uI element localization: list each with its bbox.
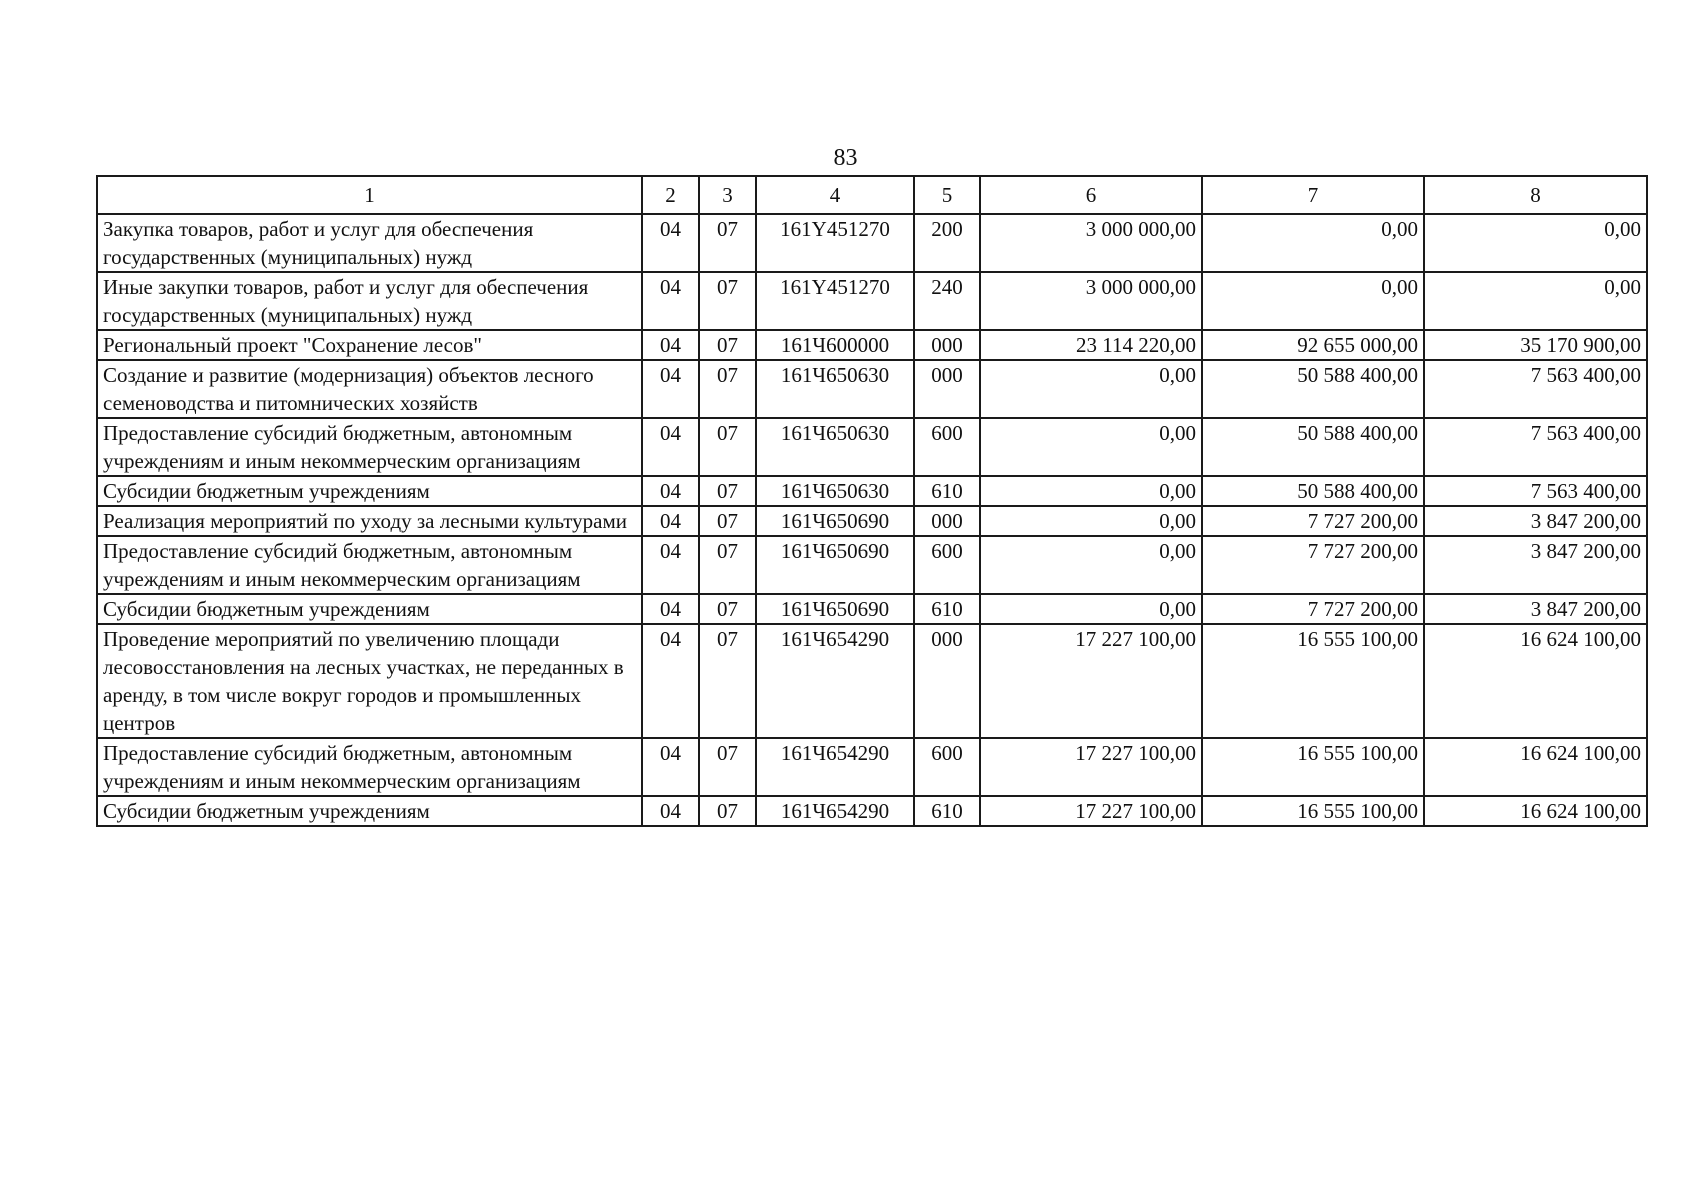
cell-section: 04 bbox=[642, 360, 699, 418]
cell-name: Предоставление субсидий бюджетным, автономным учреждениям и иным некоммерческим организациям bbox=[97, 536, 642, 594]
cell-amount-8: 16 624 100,00 bbox=[1424, 624, 1647, 738]
cell-name: Проведение мероприятий по увеличению площади лесовосстановления на лесных участках, не переданных в аренду, в том числе вокруг городов и промышленных центров bbox=[97, 624, 642, 738]
cell-subsection: 07 bbox=[699, 214, 756, 272]
cell-subsection: 07 bbox=[699, 796, 756, 826]
cell-expense-type: 600 bbox=[914, 738, 980, 796]
cell-target-article: 161Ч650630 bbox=[756, 476, 914, 506]
cell-subsection: 07 bbox=[699, 418, 756, 476]
cell-subsection: 07 bbox=[699, 594, 756, 624]
cell-expense-type: 600 bbox=[914, 418, 980, 476]
header-col-8: 8 bbox=[1424, 176, 1647, 214]
cell-amount-8: 16 624 100,00 bbox=[1424, 738, 1647, 796]
header-col-5: 5 bbox=[914, 176, 980, 214]
cell-amount-8: 35 170 900,00 bbox=[1424, 330, 1647, 360]
cell-amount-7: 16 555 100,00 bbox=[1202, 624, 1424, 738]
table-row bbox=[97, 418, 1647, 476]
cell-amount-7: 50 588 400,00 bbox=[1202, 476, 1424, 506]
table-row bbox=[97, 214, 1647, 272]
cell-amount-6: 23 114 220,00 bbox=[980, 330, 1202, 360]
cell-name: Создание и развитие (модернизация) объектов лесного семеноводства и питомнических хозяйств bbox=[97, 360, 642, 418]
cell-amount-6: 0,00 bbox=[980, 418, 1202, 476]
cell-amount-7: 7 727 200,00 bbox=[1202, 506, 1424, 536]
table-row bbox=[97, 330, 1647, 360]
table-row bbox=[97, 476, 1647, 506]
cell-amount-7: 92 655 000,00 bbox=[1202, 330, 1424, 360]
header-col-1: 1 bbox=[97, 176, 642, 214]
cell-target-article: 161Ч654290 bbox=[756, 738, 914, 796]
cell-section: 04 bbox=[642, 594, 699, 624]
cell-amount-6: 17 227 100,00 bbox=[980, 624, 1202, 738]
cell-name: Субсидии бюджетным учреждениям bbox=[97, 476, 642, 506]
header-col-6: 6 bbox=[980, 176, 1202, 214]
cell-amount-8: 0,00 bbox=[1424, 272, 1647, 330]
cell-subsection: 07 bbox=[699, 624, 756, 738]
table-row bbox=[97, 624, 1647, 738]
table-row bbox=[97, 536, 1647, 594]
cell-amount-6: 0,00 bbox=[980, 360, 1202, 418]
cell-amount-7: 7 727 200,00 bbox=[1202, 594, 1424, 624]
cell-expense-type: 200 bbox=[914, 214, 980, 272]
cell-name: Закупка товаров, работ и услуг для обеспечения государственных (муниципальных) нужд bbox=[97, 214, 642, 272]
cell-amount-6: 0,00 bbox=[980, 594, 1202, 624]
cell-name: Иные закупки товаров, работ и услуг для обеспечения государственных (муниципальных) нужд bbox=[97, 272, 642, 330]
cell-subsection: 07 bbox=[699, 536, 756, 594]
cell-expense-type: 610 bbox=[914, 796, 980, 826]
cell-amount-8: 3 847 200,00 bbox=[1424, 594, 1647, 624]
cell-expense-type: 610 bbox=[914, 476, 980, 506]
page-number bbox=[0, 144, 1691, 172]
cell-section: 04 bbox=[642, 476, 699, 506]
cell-amount-7: 50 588 400,00 bbox=[1202, 418, 1424, 476]
cell-target-article: 161Ч650690 bbox=[756, 536, 914, 594]
table-row bbox=[97, 738, 1647, 796]
cell-amount-6: 17 227 100,00 bbox=[980, 796, 1202, 826]
cell-expense-type: 000 bbox=[914, 360, 980, 418]
cell-subsection: 07 bbox=[699, 330, 756, 360]
cell-target-article: 161Ч654290 bbox=[756, 796, 914, 826]
cell-name: Региональный проект "Сохранение лесов" bbox=[97, 330, 642, 360]
header-col-2: 2 bbox=[642, 176, 699, 214]
cell-amount-8: 7 563 400,00 bbox=[1424, 418, 1647, 476]
table-row bbox=[97, 272, 1647, 330]
cell-amount-8: 16 624 100,00 bbox=[1424, 796, 1647, 826]
cell-subsection: 07 bbox=[699, 476, 756, 506]
cell-section: 04 bbox=[642, 796, 699, 826]
cell-target-article: 161Ч654290 bbox=[756, 624, 914, 738]
cell-name: Субсидии бюджетным учреждениям bbox=[97, 796, 642, 826]
table-row bbox=[97, 506, 1647, 536]
header-col-3: 3 bbox=[699, 176, 756, 214]
header-col-7: 7 bbox=[1202, 176, 1424, 214]
cell-amount-7: 16 555 100,00 bbox=[1202, 796, 1424, 826]
cell-amount-6: 0,00 bbox=[980, 506, 1202, 536]
table-row bbox=[97, 360, 1647, 418]
budget-table bbox=[96, 175, 1648, 827]
cell-amount-8: 0,00 bbox=[1424, 214, 1647, 272]
cell-section: 04 bbox=[642, 536, 699, 594]
cell-expense-type: 610 bbox=[914, 594, 980, 624]
cell-expense-type: 000 bbox=[914, 330, 980, 360]
cell-subsection: 07 bbox=[699, 506, 756, 536]
cell-amount-6: 0,00 bbox=[980, 536, 1202, 594]
cell-name: Субсидии бюджетным учреждениям bbox=[97, 594, 642, 624]
cell-expense-type: 240 bbox=[914, 272, 980, 330]
cell-target-article: 161Ч650630 bbox=[756, 418, 914, 476]
cell-amount-8: 7 563 400,00 bbox=[1424, 476, 1647, 506]
cell-expense-type: 000 bbox=[914, 624, 980, 738]
cell-amount-7: 0,00 bbox=[1202, 272, 1424, 330]
cell-section: 04 bbox=[642, 506, 699, 536]
cell-amount-7: 0,00 bbox=[1202, 214, 1424, 272]
cell-amount-8: 3 847 200,00 bbox=[1424, 506, 1647, 536]
cell-expense-type: 000 bbox=[914, 506, 980, 536]
cell-target-article: 161Ч650630 bbox=[756, 360, 914, 418]
cell-section: 04 bbox=[642, 418, 699, 476]
cell-name: Предоставление субсидий бюджетным, автономным учреждениям и иным некоммерческим организациям bbox=[97, 418, 642, 476]
cell-amount-6: 3 000 000,00 bbox=[980, 272, 1202, 330]
table-row bbox=[97, 796, 1647, 826]
cell-section: 04 bbox=[642, 214, 699, 272]
cell-amount-6: 17 227 100,00 bbox=[980, 738, 1202, 796]
cell-section: 04 bbox=[642, 272, 699, 330]
header-col-4: 4 bbox=[756, 176, 914, 214]
cell-amount-6: 0,00 bbox=[980, 476, 1202, 506]
table-body bbox=[97, 214, 1647, 826]
cell-amount-6: 3 000 000,00 bbox=[980, 214, 1202, 272]
cell-subsection: 07 bbox=[699, 272, 756, 330]
cell-subsection: 07 bbox=[699, 738, 756, 796]
cell-amount-7: 7 727 200,00 bbox=[1202, 536, 1424, 594]
page-number-text: 83 bbox=[833, 145, 858, 171]
cell-section: 04 bbox=[642, 330, 699, 360]
cell-target-article: 161Ч650690 bbox=[756, 594, 914, 624]
cell-amount-7: 50 588 400,00 bbox=[1202, 360, 1424, 418]
table-row bbox=[97, 594, 1647, 624]
cell-name: Предоставление субсидий бюджетным, автономным учреждениям и иным некоммерческим организациям bbox=[97, 738, 642, 796]
cell-section: 04 bbox=[642, 738, 699, 796]
cell-target-article: 161Y451270 bbox=[756, 272, 914, 330]
cell-section: 04 bbox=[642, 624, 699, 738]
header-row bbox=[97, 176, 1647, 214]
cell-expense-type: 600 bbox=[914, 536, 980, 594]
cell-name: Реализация мероприятий по уходу за лесными культурами bbox=[97, 506, 642, 536]
cell-subsection: 07 bbox=[699, 360, 756, 418]
cell-target-article: 161Ч650690 bbox=[756, 506, 914, 536]
cell-amount-8: 3 847 200,00 bbox=[1424, 536, 1647, 594]
cell-target-article: 161Y451270 bbox=[756, 214, 914, 272]
cell-amount-8: 7 563 400,00 bbox=[1424, 360, 1647, 418]
cell-amount-7: 16 555 100,00 bbox=[1202, 738, 1424, 796]
cell-target-article: 161Ч600000 bbox=[756, 330, 914, 360]
